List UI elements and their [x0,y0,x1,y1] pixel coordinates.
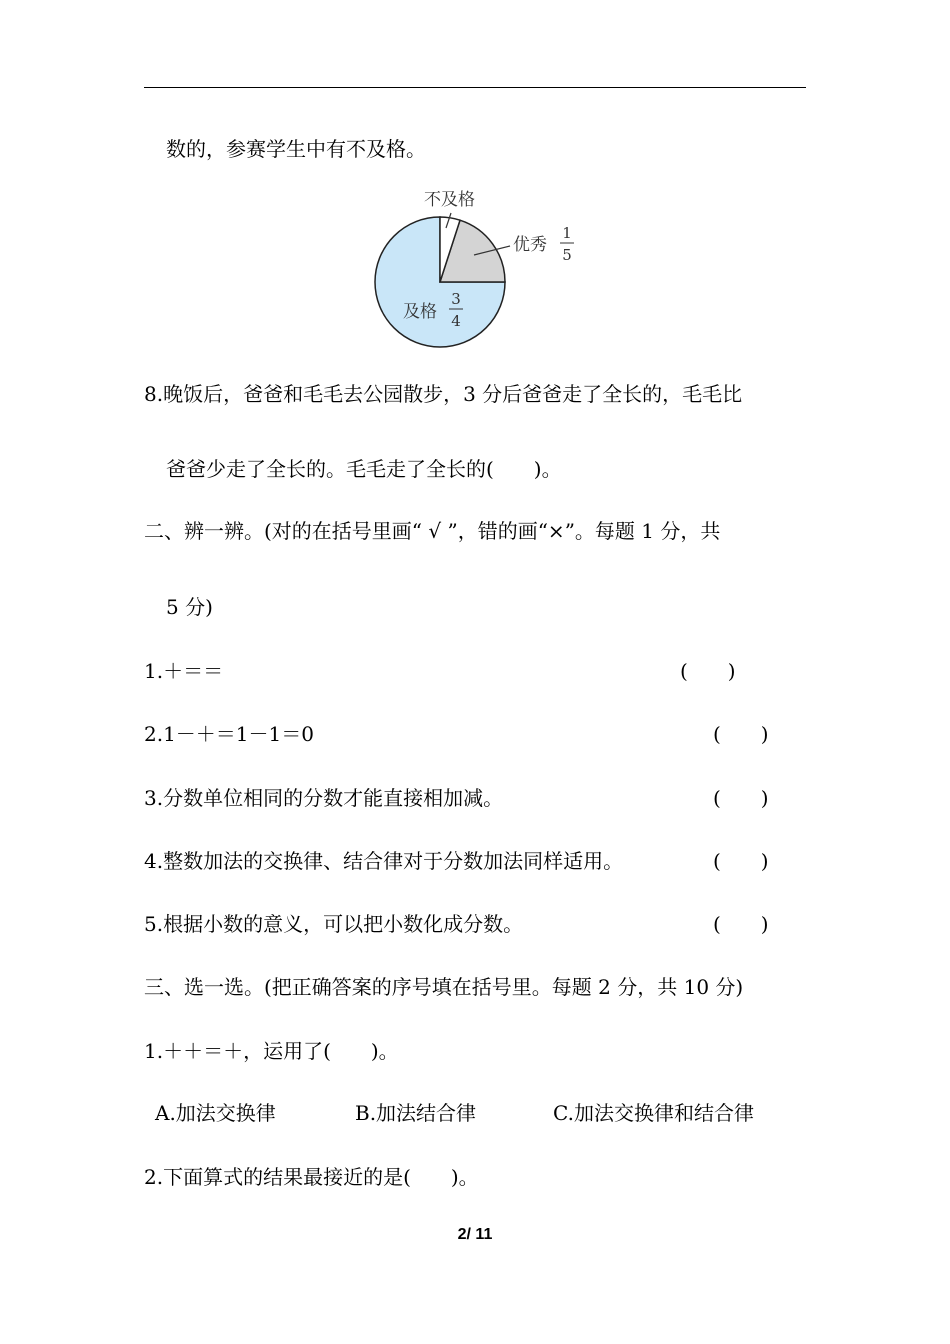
q8-line2: 爸爸少走了全长的。毛毛走了全长的( )。 [166,457,562,481]
section3-heading: 三、选一选。(把正确答案的序号填在括号里。每题 2 分，共 10 分) [144,975,744,999]
judge-item-2: 2.1－＋＝1－1＝0 [144,722,314,746]
label-pass: 及格 [403,302,437,322]
choice-q1-option-c[interactable]: C.加法交换律和结合律 [553,1101,754,1125]
page-number: 2/ 11 [457,1226,493,1243]
choice-q2: 2.下面算式的结果最接近的是( )。 [144,1165,479,1189]
excellent-denominator: 5 [562,246,572,264]
judge-answer-1[interactable]: ( ) [680,659,736,683]
section2-heading-line1: 二、辨一辨。(对的在括号里画“ √ ”，错的画“×”。每题 1 分，共 [144,519,721,543]
section2-heading-line2: 5 分) [166,595,213,619]
label-fail: 不及格 [424,190,475,210]
intro-line: 数的，参赛学生中有不及格。 [166,137,426,161]
pass-numerator: 3 [451,290,461,308]
choice-q1: 1.＋＋＝＋，运用了( )。 [144,1039,399,1063]
header-rule [144,87,806,88]
q8-line1: 8.晚饭后，爸爸和毛毛去公园散步，3 分后爸爸走了全长的，毛毛比 [144,382,743,406]
judge-item-3: 3.分数单位相同的分数才能直接相加减。 [144,786,504,810]
judge-answer-2[interactable]: ( ) [713,722,769,746]
judge-item-4: 4.整数加法的交换律、结合律对于分数加法同样适用。 [144,849,624,873]
judge-answer-4[interactable]: ( ) [713,849,769,873]
judge-item-5: 5.根据小数的意义，可以把小数化成分数。 [144,912,524,936]
judge-answer-5[interactable]: ( ) [713,912,769,936]
judge-answer-3[interactable]: ( ) [713,786,769,810]
judge-item-1: 1.＋＝＝ [144,659,224,683]
label-excellent: 优秀 [513,235,547,255]
choice-q1-option-b[interactable]: B.加法结合律 [355,1101,477,1125]
pass-denominator: 4 [451,312,461,330]
pie-chart [360,180,600,355]
excellent-numerator: 1 [562,224,572,242]
choice-q1-option-a[interactable]: A.加法交换律 [155,1101,276,1125]
